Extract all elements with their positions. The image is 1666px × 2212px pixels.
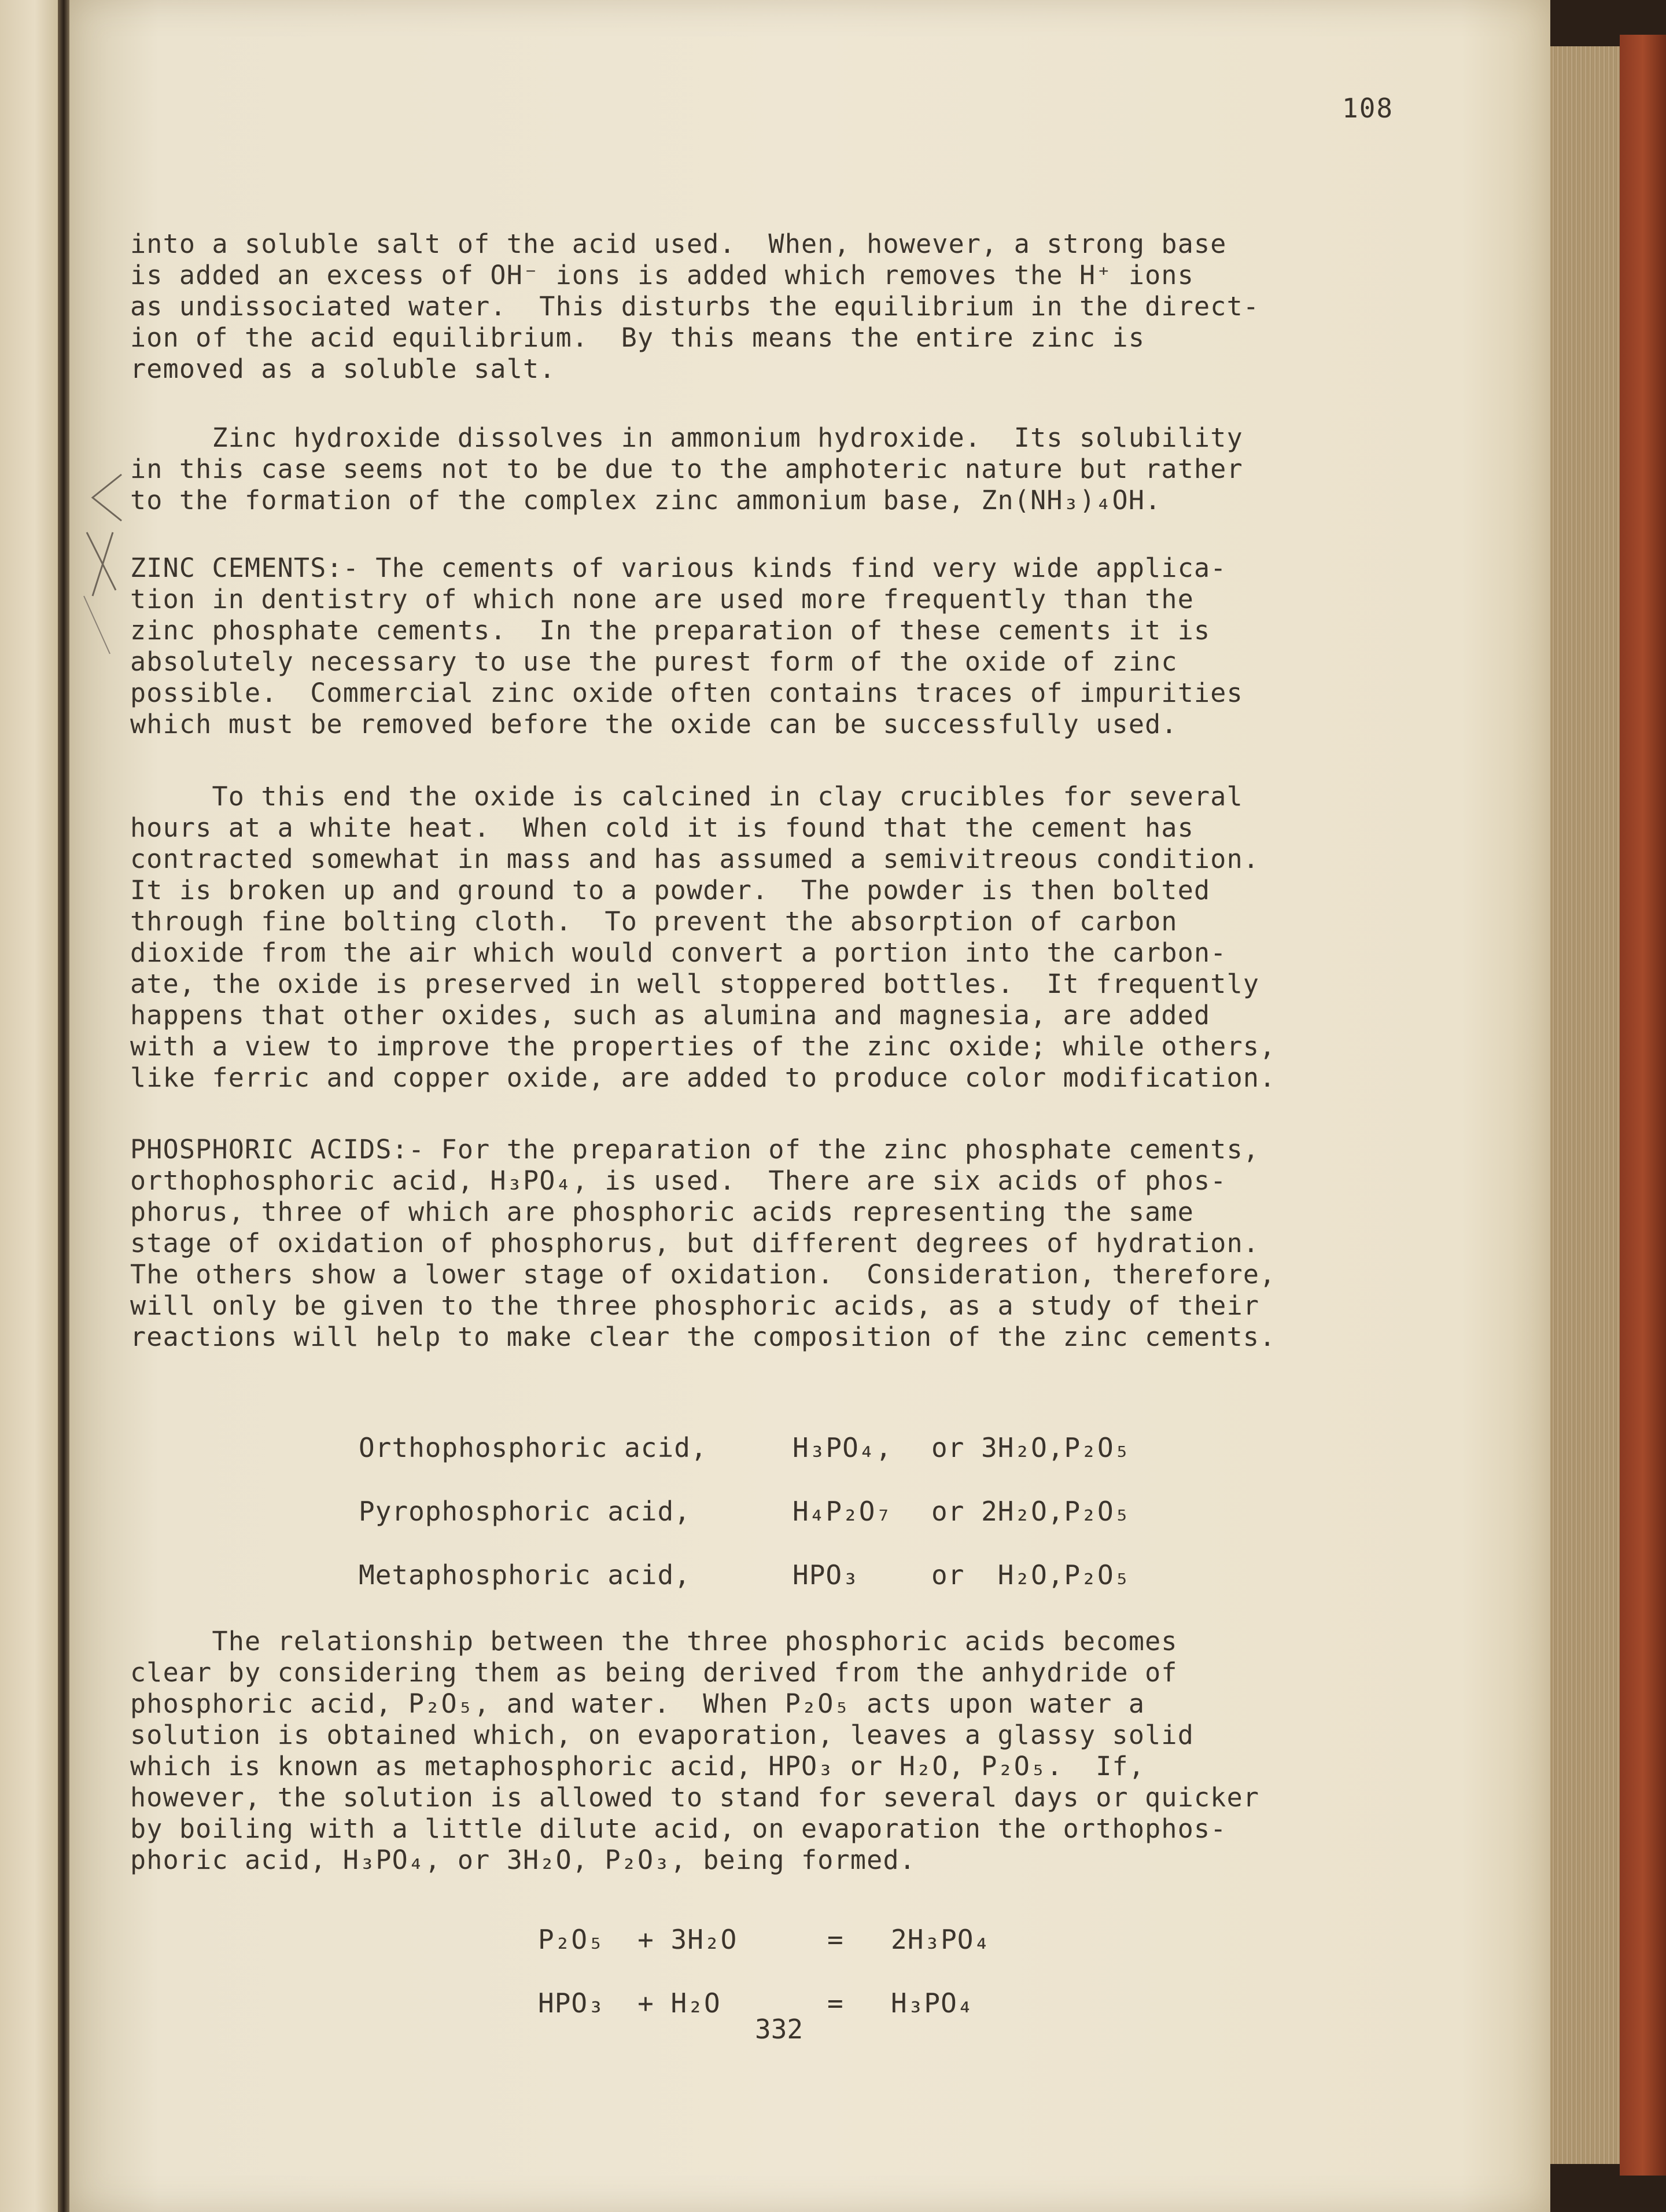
paragraph-zinc-hydroxide: Zinc hydroxide dissolves in ammonium hydroxide. Its solubility in this case seems not to be due to the amphoteric nature but rather to the formation of the complex zinc ammonium base, Zn(NH₃)₄OH.	[130, 422, 1243, 516]
acid-formula: H₄P₂O₇	[793, 1496, 893, 1527]
paragraph-acid-salt: into a soluble salt of the acid used. When, however, a strong base is added an excess of OH⁻ ions is added which removes the H⁺ ions as undissociated water. This disturbs the equilibrium in the direct- ion of the acid equilibrium. By this means the entire zinc is removed as a soluble salt.	[130, 229, 1260, 384]
book-cover	[1620, 35, 1666, 2176]
acid-name: Metaphosphoric acid,	[359, 1559, 691, 1591]
paragraph-calcining: To this end the oxide is calcined in clay crucibles for several hours at a white heat. When cold it is found that the cement has contracted somewhat in mass and has assumed a semivitreous condition. It is broken up and ground to a powder. The powder is then bolted through fine bolting cloth. To prevent the absorption of carbon dioxide from the air which would convert a portion into the carbon- ate, the oxide is preserved in well stoppered bottles. It frequently happens that other oxides, such as alumina and magnesia, are added with a view to improve the properties of the zinc oxide; while others, like ferric and copper oxide, are added to produce color modification.	[130, 781, 1276, 1093]
equation-equals: =	[827, 1988, 844, 2019]
facing-page-edge	[0, 0, 58, 2212]
acid-alt-formula: or 3H₂O,P₂O₅	[931, 1432, 1131, 1463]
equation-equals: =	[827, 1924, 844, 1955]
acid-name: Orthophosphoric acid,	[359, 1432, 707, 1463]
page-stack-edge	[1550, 46, 1623, 2164]
margin-pencil-marks	[81, 463, 150, 671]
equation-rhs: H₃PO₄	[891, 1988, 974, 2019]
acid-name: Pyrophosphoric acid,	[359, 1496, 691, 1527]
paragraph-relationship: The relationship between the three phosphoric acids becomes clear by considering them as being derived from the anhydride of phosphoric acid, P₂O₅, and water. When P₂O₅ acts upon water a solution is obtained which, on evaporation, leaves a glassy solid which is known as metaphosphoric acid, HPO₃ or H₂O, P₂O₅. If, however, the solution is allowed to stand for several days or quicker by boiling with a little dilute acid, on evaporation the orthophos- phoric acid, H₃PO₄, or 3H₂O, P₂O₃, being formed.	[130, 1626, 1260, 1875]
acid-formula: H₃PO₄,	[793, 1432, 893, 1463]
equation-rhs: 2H₃PO₄	[891, 1924, 991, 1955]
book-gutter	[58, 0, 69, 2212]
page-number: 108	[1342, 93, 1394, 124]
paragraph-phosphoric-acids: PHOSPHORIC ACIDS:- For the preparation of the zinc phosphate cements, orthophosphoric acid, H₃PO₄, is used. There are six acids of phos- phorus, three of which are phosphoric acids representing the same stage of oxidation of phosphorus, but different degrees of hydration. The others show a lower stage of oxidation. Consideration, therefore, will only be given to the three phosphoric acids, as a study of their reactions will help to make clear the composition of the zinc cements.	[130, 1134, 1276, 1352]
acid-formula: HPO₃	[793, 1559, 859, 1591]
acid-alt-formula: or 2H₂O,P₂O₅	[931, 1496, 1131, 1527]
equation-lhs: P₂O₅ + 3H₂O	[538, 1924, 738, 1955]
acid-alt-formula: or H₂O,P₂O₅	[931, 1559, 1131, 1591]
paragraph-zinc-cements: ZINC CEMENTS:- The cements of various kinds find very wide applica- tion in dentistry of which none are used more frequently than the zinc phosphate cements. In the preparation of these cements it is absolutely necessary to use the purest form of the oxide of zinc possible. Commercial zinc oxide often contains traces of impurities which must be removed before the oxide can be successfully used.	[130, 553, 1243, 739]
equation-lhs: HPO₃ + H₂O	[538, 1988, 721, 2019]
footer-number: 332	[755, 2014, 803, 2045]
